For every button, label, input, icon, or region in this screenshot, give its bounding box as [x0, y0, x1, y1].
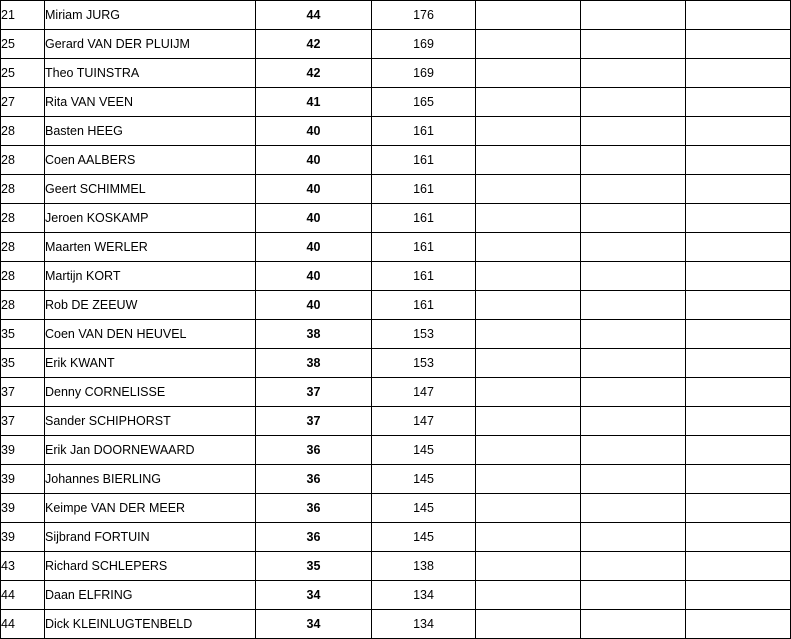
rank-cell: 39	[1, 465, 45, 494]
empty-cell	[581, 146, 686, 175]
name-cell: Basten HEEG	[45, 117, 256, 146]
value-cell: 138	[372, 552, 476, 581]
empty-cell	[686, 465, 791, 494]
name-cell: Johannes BIERLING	[45, 465, 256, 494]
empty-cell	[686, 378, 791, 407]
rank-cell: 37	[1, 407, 45, 436]
empty-cell	[476, 436, 581, 465]
ranking-table-body	[1, 1, 791, 639]
value-cell: 145	[372, 465, 476, 494]
points-cell: 36	[256, 436, 372, 465]
name-cell: Geert SCHIMMEL	[45, 175, 256, 204]
table-row	[1, 552, 791, 581]
empty-cell	[476, 581, 581, 610]
empty-cell	[581, 378, 686, 407]
name-cell: Martijn KORT	[45, 262, 256, 291]
table-row	[1, 465, 791, 494]
empty-cell	[476, 117, 581, 146]
points-cell: 38	[256, 349, 372, 378]
points-cell: 36	[256, 494, 372, 523]
value-cell: 161	[372, 175, 476, 204]
name-cell: Coen VAN DEN HEUVEL	[45, 320, 256, 349]
empty-cell	[476, 262, 581, 291]
empty-cell	[476, 523, 581, 552]
table-row	[1, 59, 791, 88]
name-cell: Daan ELFRING	[45, 581, 256, 610]
empty-cell	[581, 320, 686, 349]
empty-cell	[476, 175, 581, 204]
empty-cell	[686, 233, 791, 262]
rank-cell: 39	[1, 494, 45, 523]
empty-cell	[686, 436, 791, 465]
value-cell: 145	[372, 494, 476, 523]
empty-cell	[476, 146, 581, 175]
rank-cell: 28	[1, 204, 45, 233]
rank-cell: 39	[1, 523, 45, 552]
empty-cell	[476, 407, 581, 436]
empty-cell	[581, 610, 686, 639]
empty-cell	[476, 494, 581, 523]
points-cell: 37	[256, 407, 372, 436]
empty-cell	[581, 59, 686, 88]
points-cell: 44	[256, 1, 372, 30]
points-cell: 40	[256, 262, 372, 291]
value-cell: 161	[372, 233, 476, 262]
rank-cell: 28	[1, 175, 45, 204]
value-cell: 169	[372, 30, 476, 59]
table-row	[1, 175, 791, 204]
points-cell: 38	[256, 320, 372, 349]
name-cell: Erik KWANT	[45, 349, 256, 378]
table-row	[1, 262, 791, 291]
points-cell: 40	[256, 117, 372, 146]
points-cell: 42	[256, 59, 372, 88]
rank-cell: 35	[1, 320, 45, 349]
empty-cell	[476, 291, 581, 320]
empty-cell	[581, 117, 686, 146]
table-row	[1, 407, 791, 436]
empty-cell	[581, 175, 686, 204]
name-cell: Gerard VAN DER PLUIJM	[45, 30, 256, 59]
value-cell: 153	[372, 320, 476, 349]
empty-cell	[581, 465, 686, 494]
value-cell: 169	[372, 59, 476, 88]
empty-cell	[581, 88, 686, 117]
empty-cell	[476, 610, 581, 639]
points-cell: 37	[256, 378, 372, 407]
empty-cell	[581, 349, 686, 378]
empty-cell	[476, 552, 581, 581]
rank-cell: 28	[1, 117, 45, 146]
empty-cell	[581, 1, 686, 30]
empty-cell	[686, 581, 791, 610]
table-row	[1, 117, 791, 146]
rank-cell: 21	[1, 1, 45, 30]
table-row	[1, 320, 791, 349]
name-cell: Sijbrand FORTUIN	[45, 523, 256, 552]
rank-cell: 44	[1, 610, 45, 639]
table-row	[1, 233, 791, 262]
rank-cell: 25	[1, 30, 45, 59]
table-row	[1, 349, 791, 378]
empty-cell	[686, 204, 791, 233]
empty-cell	[581, 523, 686, 552]
value-cell: 147	[372, 378, 476, 407]
empty-cell	[686, 146, 791, 175]
empty-cell	[686, 1, 791, 30]
value-cell: 165	[372, 88, 476, 117]
empty-cell	[686, 320, 791, 349]
empty-cell	[476, 204, 581, 233]
empty-cell	[476, 378, 581, 407]
empty-cell	[686, 552, 791, 581]
empty-cell	[686, 175, 791, 204]
value-cell: 161	[372, 291, 476, 320]
points-cell: 40	[256, 175, 372, 204]
empty-cell	[476, 233, 581, 262]
rank-cell: 28	[1, 262, 45, 291]
empty-cell	[686, 523, 791, 552]
empty-cell	[686, 291, 791, 320]
name-cell: Rob DE ZEEUW	[45, 291, 256, 320]
empty-cell	[686, 59, 791, 88]
table-row	[1, 88, 791, 117]
points-cell: 41	[256, 88, 372, 117]
value-cell: 161	[372, 117, 476, 146]
empty-cell	[476, 88, 581, 117]
name-cell: Richard SCHLEPERS	[45, 552, 256, 581]
empty-cell	[581, 204, 686, 233]
empty-cell	[686, 117, 791, 146]
empty-cell	[581, 30, 686, 59]
empty-cell	[581, 262, 686, 291]
value-cell: 161	[372, 262, 476, 291]
name-cell: Denny CORNELISSE	[45, 378, 256, 407]
empty-cell	[476, 30, 581, 59]
table-row	[1, 204, 791, 233]
rank-cell: 43	[1, 552, 45, 581]
name-cell: Miriam JURG	[45, 1, 256, 30]
empty-cell	[476, 59, 581, 88]
name-cell: Rita VAN VEEN	[45, 88, 256, 117]
table-row	[1, 1, 791, 30]
rank-cell: 37	[1, 378, 45, 407]
points-cell: 40	[256, 146, 372, 175]
table-row	[1, 436, 791, 465]
name-cell: Keimpe VAN DER MEER	[45, 494, 256, 523]
points-cell: 36	[256, 465, 372, 494]
value-cell: 176	[372, 1, 476, 30]
value-cell: 161	[372, 146, 476, 175]
rank-cell: 39	[1, 436, 45, 465]
value-cell: 145	[372, 523, 476, 552]
points-cell: 40	[256, 233, 372, 262]
name-cell: Jeroen KOSKAMP	[45, 204, 256, 233]
name-cell: Coen AALBERS	[45, 146, 256, 175]
table-row	[1, 30, 791, 59]
points-cell: 42	[256, 30, 372, 59]
rank-cell: 44	[1, 581, 45, 610]
empty-cell	[686, 349, 791, 378]
name-cell: Maarten WERLER	[45, 233, 256, 262]
table-row	[1, 523, 791, 552]
rank-cell: 28	[1, 146, 45, 175]
table-row	[1, 581, 791, 610]
value-cell: 153	[372, 349, 476, 378]
rank-cell: 35	[1, 349, 45, 378]
points-cell: 34	[256, 610, 372, 639]
empty-cell	[581, 581, 686, 610]
empty-cell	[581, 407, 686, 436]
rank-cell: 25	[1, 59, 45, 88]
empty-cell	[686, 88, 791, 117]
empty-cell	[686, 262, 791, 291]
points-cell: 40	[256, 291, 372, 320]
value-cell: 134	[372, 581, 476, 610]
rank-cell: 28	[1, 291, 45, 320]
points-cell: 36	[256, 523, 372, 552]
empty-cell	[686, 407, 791, 436]
empty-cell	[476, 465, 581, 494]
empty-cell	[476, 320, 581, 349]
empty-cell	[476, 1, 581, 30]
table-row	[1, 378, 791, 407]
points-cell: 40	[256, 204, 372, 233]
empty-cell	[581, 233, 686, 262]
name-cell: Theo TUINSTRA	[45, 59, 256, 88]
empty-cell	[686, 30, 791, 59]
value-cell: 161	[372, 204, 476, 233]
table-row	[1, 146, 791, 175]
value-cell: 147	[372, 407, 476, 436]
points-cell: 35	[256, 552, 372, 581]
value-cell: 134	[372, 610, 476, 639]
empty-cell	[686, 494, 791, 523]
name-cell: Sander SCHIPHORST	[45, 407, 256, 436]
name-cell: Erik Jan DOORNEWAARD	[45, 436, 256, 465]
empty-cell	[581, 436, 686, 465]
rank-cell: 27	[1, 88, 45, 117]
name-cell: Dick KLEINLUGTENBELD	[45, 610, 256, 639]
value-cell: 145	[372, 436, 476, 465]
table-row	[1, 494, 791, 523]
empty-cell	[476, 349, 581, 378]
points-cell: 34	[256, 581, 372, 610]
empty-cell	[581, 552, 686, 581]
empty-cell	[686, 610, 791, 639]
empty-cell	[581, 494, 686, 523]
table-row	[1, 291, 791, 320]
empty-cell	[581, 291, 686, 320]
table-row	[1, 610, 791, 639]
rank-cell: 28	[1, 233, 45, 262]
